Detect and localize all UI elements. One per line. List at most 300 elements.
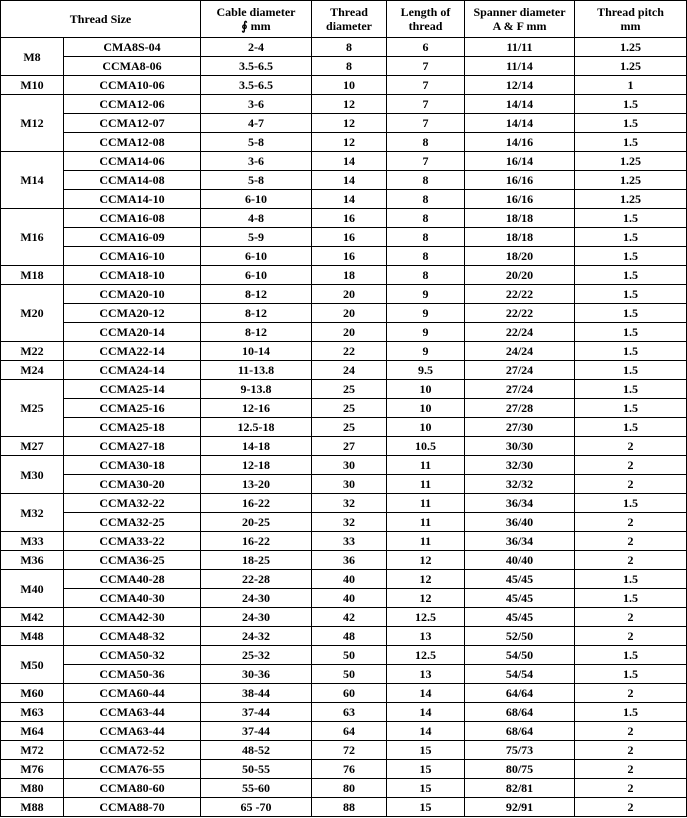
thread-diameter-cell: 25 — [312, 418, 387, 437]
table-row — [1, 760, 687, 779]
thread-pitch-cell: 2 — [575, 798, 687, 817]
thread-length-cell: 12 — [387, 551, 465, 570]
thread-diameter-cell: 8 — [312, 38, 387, 57]
spanner-diameter-cell: 11/14 — [465, 57, 575, 76]
part-number-cell: CCMA30-20 — [64, 475, 201, 494]
table-row — [1, 722, 687, 741]
table-row — [1, 361, 687, 380]
cable-diameter-cell: 12-18 — [201, 456, 312, 475]
spanner-diameter-cell: 40/40 — [465, 551, 575, 570]
thread-diameter-cell: 20 — [312, 323, 387, 342]
cable-diameter-cell: 3-6 — [201, 152, 312, 171]
part-number-cell: CCMA33-22 — [64, 532, 201, 551]
cable-diameter-cell: 13-20 — [201, 475, 312, 494]
part-number-cell: CCMA63-44 — [64, 722, 201, 741]
spanner-diameter-cell: 45/45 — [465, 608, 575, 627]
thread-pitch-cell: 1.5 — [575, 304, 687, 323]
thread-length-cell: 15 — [387, 779, 465, 798]
table-row — [1, 133, 687, 152]
cable-diameter-cell: 20-25 — [201, 513, 312, 532]
part-number-cell: CCMA12-08 — [64, 133, 201, 152]
thread-size-cell: M76 — [1, 760, 64, 779]
header-thread-length: Length of thread — [387, 1, 465, 38]
table-row — [1, 589, 687, 608]
thread-diameter-cell: 30 — [312, 475, 387, 494]
thread-size-cell: M18 — [1, 266, 64, 285]
spanner-diameter-cell: 64/64 — [465, 684, 575, 703]
thread-size-cell: M80 — [1, 779, 64, 798]
thread-size-cell: M88 — [1, 798, 64, 817]
part-number-cell: CCMA18-10 — [64, 266, 201, 285]
spanner-diameter-cell: 22/22 — [465, 304, 575, 323]
thread-diameter-cell: 14 — [312, 152, 387, 171]
thread-pitch-cell: 1 — [575, 76, 687, 95]
part-number-cell: CCMA60-44 — [64, 684, 201, 703]
thread-pitch-cell: 1.5 — [575, 361, 687, 380]
thread-diameter-cell: 14 — [312, 171, 387, 190]
table-row — [1, 228, 687, 247]
thread-length-cell: 13 — [387, 627, 465, 646]
table-row — [1, 570, 687, 589]
thread-diameter-cell: 25 — [312, 399, 387, 418]
table-row — [1, 38, 687, 57]
spanner-diameter-cell: 54/54 — [465, 665, 575, 684]
thread-pitch-cell: 1.5 — [575, 323, 687, 342]
part-number-cell: CCMA12-07 — [64, 114, 201, 133]
thread-size-cell: M14 — [1, 152, 64, 209]
thread-diameter-cell: 36 — [312, 551, 387, 570]
thread-size-cell: M48 — [1, 627, 64, 646]
thread-diameter-cell: 16 — [312, 228, 387, 247]
spanner-diameter-cell: 16/16 — [465, 190, 575, 209]
table-row — [1, 703, 687, 722]
cable-diameter-cell: 65 -70 — [201, 798, 312, 817]
thread-diameter-cell: 25 — [312, 380, 387, 399]
part-number-cell: CCMA14-08 — [64, 171, 201, 190]
thread-size-cell: M27 — [1, 437, 64, 456]
thread-length-cell: 9.5 — [387, 361, 465, 380]
thread-length-cell: 15 — [387, 741, 465, 760]
part-number-cell: CCMA12-06 — [64, 95, 201, 114]
spanner-diameter-cell: 68/64 — [465, 722, 575, 741]
thread-length-cell: 8 — [387, 171, 465, 190]
thread-length-cell: 14 — [387, 722, 465, 741]
thread-pitch-cell: 1.25 — [575, 152, 687, 171]
thread-pitch-cell: 1.5 — [575, 665, 687, 684]
thread-pitch-cell: 1.5 — [575, 399, 687, 418]
cable-diameter-cell: 12.5-18 — [201, 418, 312, 437]
cable-diameter-cell: 3.5-6.5 — [201, 57, 312, 76]
thread-pitch-cell: 2 — [575, 760, 687, 779]
thread-diameter-cell: 40 — [312, 570, 387, 589]
spanner-diameter-cell: 36/34 — [465, 494, 575, 513]
part-number-cell: CCMA63-44 — [64, 703, 201, 722]
table-row — [1, 323, 687, 342]
thread-length-cell: 7 — [387, 76, 465, 95]
thread-diameter-cell: 27 — [312, 437, 387, 456]
thread-pitch-cell: 1.5 — [575, 418, 687, 437]
thread-length-cell: 11 — [387, 532, 465, 551]
thread-length-cell: 8 — [387, 190, 465, 209]
thread-length-cell: 15 — [387, 798, 465, 817]
thread-length-cell: 12.5 — [387, 608, 465, 627]
thread-size-cell: M24 — [1, 361, 64, 380]
thread-diameter-cell: 12 — [312, 114, 387, 133]
part-number-cell: CCMA42-30 — [64, 608, 201, 627]
thread-pitch-cell: 1.25 — [575, 190, 687, 209]
thread-length-cell: 6 — [387, 38, 465, 57]
thread-diameter-cell: 50 — [312, 646, 387, 665]
table-row — [1, 684, 687, 703]
thread-size-cell: M22 — [1, 342, 64, 361]
table-row — [1, 247, 687, 266]
part-number-cell: CCMA20-12 — [64, 304, 201, 323]
thread-length-cell: 13 — [387, 665, 465, 684]
cable-diameter-cell: 22-28 — [201, 570, 312, 589]
thread-diameter-cell: 32 — [312, 513, 387, 532]
header-thread-diameter: Thread diameter — [312, 1, 387, 38]
part-number-cell: CCMA48-32 — [64, 627, 201, 646]
thread-diameter-cell: 42 — [312, 608, 387, 627]
part-number-cell: CCMA16-08 — [64, 209, 201, 228]
thread-diameter-cell: 60 — [312, 684, 387, 703]
table-row — [1, 437, 687, 456]
thread-diameter-cell: 64 — [312, 722, 387, 741]
thread-pitch-cell: 2 — [575, 779, 687, 798]
thread-length-cell: 14 — [387, 703, 465, 722]
table-row — [1, 779, 687, 798]
cable-diameter-cell: 37-44 — [201, 722, 312, 741]
part-number-cell: CCMA32-25 — [64, 513, 201, 532]
thread-length-cell: 12 — [387, 589, 465, 608]
cable-diameter-cell: 2-4 — [201, 38, 312, 57]
thread-length-cell: 9 — [387, 323, 465, 342]
table-row — [1, 304, 687, 323]
thread-pitch-cell: 2 — [575, 437, 687, 456]
thread-pitch-cell: 1.5 — [575, 114, 687, 133]
table-row — [1, 57, 687, 76]
cable-diameter-cell: 4-7 — [201, 114, 312, 133]
cable-diameter-cell: 3.5-6.5 — [201, 76, 312, 95]
thread-pitch-cell: 2 — [575, 475, 687, 494]
thread-size-cell: M42 — [1, 608, 64, 627]
table-row — [1, 190, 687, 209]
thread-length-cell: 11 — [387, 494, 465, 513]
part-number-cell: CCMA27-18 — [64, 437, 201, 456]
thread-pitch-cell: 1.5 — [575, 209, 687, 228]
thread-pitch-cell: 1.5 — [575, 133, 687, 152]
spanner-diameter-cell: 14/14 — [465, 95, 575, 114]
thread-length-cell: 7 — [387, 57, 465, 76]
spanner-diameter-cell: 52/50 — [465, 627, 575, 646]
cable-diameter-cell: 8-12 — [201, 285, 312, 304]
spanner-diameter-cell: 20/20 — [465, 266, 575, 285]
thread-diameter-cell: 80 — [312, 779, 387, 798]
header-cable-diameter: Cable diameter ∮ mm — [201, 1, 312, 38]
thread-diameter-cell: 72 — [312, 741, 387, 760]
thread-length-cell: 9 — [387, 342, 465, 361]
thread-pitch-cell: 2 — [575, 722, 687, 741]
cable-diameter-cell: 4-8 — [201, 209, 312, 228]
thread-size-cell: M12 — [1, 95, 64, 152]
part-number-cell: CCMA25-14 — [64, 380, 201, 399]
spanner-diameter-cell: 32/30 — [465, 456, 575, 475]
spanner-diameter-cell: 30/30 — [465, 437, 575, 456]
table-row — [1, 209, 687, 228]
part-number-cell: CMA8S-04 — [64, 38, 201, 57]
header-spanner-diameter: Spanner diameter A & F mm — [465, 1, 575, 38]
thread-pitch-cell: 1.5 — [575, 646, 687, 665]
spanner-diameter-cell: 75/73 — [465, 741, 575, 760]
table-body — [1, 38, 687, 817]
thread-diameter-cell: 20 — [312, 285, 387, 304]
table-row — [1, 380, 687, 399]
thread-length-cell: 10 — [387, 380, 465, 399]
table-row — [1, 76, 687, 95]
cable-diameter-cell: 5-9 — [201, 228, 312, 247]
table-row — [1, 551, 687, 570]
thread-pitch-cell: 1.5 — [575, 342, 687, 361]
table-row — [1, 114, 687, 133]
spanner-diameter-cell: 27/30 — [465, 418, 575, 437]
thread-length-cell: 12 — [387, 570, 465, 589]
thread-pitch-cell: 1.25 — [575, 57, 687, 76]
thread-size-cell: M36 — [1, 551, 64, 570]
part-number-cell: CCMA50-32 — [64, 646, 201, 665]
thread-length-cell: 11 — [387, 513, 465, 532]
thread-pitch-cell: 2 — [575, 684, 687, 703]
thread-size-cell: M60 — [1, 684, 64, 703]
thread-length-cell: 8 — [387, 247, 465, 266]
spanner-diameter-cell: 18/18 — [465, 228, 575, 247]
thread-diameter-cell: 88 — [312, 798, 387, 817]
thread-pitch-cell: 1.25 — [575, 38, 687, 57]
thread-length-cell: 15 — [387, 760, 465, 779]
table-row — [1, 798, 687, 817]
thread-size-cell: M33 — [1, 532, 64, 551]
thread-pitch-cell: 1.5 — [575, 570, 687, 589]
table-row — [1, 266, 687, 285]
spanner-diameter-cell: 68/64 — [465, 703, 575, 722]
thread-pitch-cell: 1.5 — [575, 380, 687, 399]
spanner-diameter-cell: 45/45 — [465, 570, 575, 589]
part-number-cell: CCMA72-52 — [64, 741, 201, 760]
part-number-cell: CCMA36-25 — [64, 551, 201, 570]
cable-diameter-cell: 30-36 — [201, 665, 312, 684]
cable-diameter-cell: 16-22 — [201, 494, 312, 513]
thread-pitch-cell: 2 — [575, 627, 687, 646]
spanner-diameter-cell: 27/28 — [465, 399, 575, 418]
part-number-cell: CCMA22-14 — [64, 342, 201, 361]
part-number-cell: CCMA32-22 — [64, 494, 201, 513]
thread-pitch-cell: 1.5 — [575, 228, 687, 247]
table-row — [1, 608, 687, 627]
thread-pitch-cell: 2 — [575, 608, 687, 627]
thread-size-cell: M20 — [1, 285, 64, 342]
spanner-diameter-cell: 36/34 — [465, 532, 575, 551]
part-number-cell: CCMA25-18 — [64, 418, 201, 437]
thread-diameter-cell: 63 — [312, 703, 387, 722]
spanner-diameter-cell: 16/14 — [465, 152, 575, 171]
cable-diameter-cell: 12-16 — [201, 399, 312, 418]
thread-length-cell: 7 — [387, 114, 465, 133]
part-number-cell: CCMA80-60 — [64, 779, 201, 798]
part-number-cell: CCMA40-30 — [64, 589, 201, 608]
part-number-cell: CCMA24-14 — [64, 361, 201, 380]
table-row — [1, 285, 687, 304]
thread-size-cell: M25 — [1, 380, 64, 437]
thread-diameter-cell: 76 — [312, 760, 387, 779]
table-row — [1, 456, 687, 475]
cable-diameter-cell: 16-22 — [201, 532, 312, 551]
cable-diameter-cell: 3-6 — [201, 95, 312, 114]
thread-length-cell: 8 — [387, 228, 465, 247]
table-row — [1, 646, 687, 665]
header-row — [1, 1, 687, 38]
spanner-diameter-cell: 18/20 — [465, 247, 575, 266]
thread-diameter-cell: 12 — [312, 95, 387, 114]
cable-diameter-cell: 10-14 — [201, 342, 312, 361]
cable-diameter-cell: 8-12 — [201, 323, 312, 342]
cable-diameter-cell: 9-13.8 — [201, 380, 312, 399]
thread-diameter-cell: 10 — [312, 76, 387, 95]
thread-pitch-cell: 2 — [575, 456, 687, 475]
spanner-diameter-cell: 54/50 — [465, 646, 575, 665]
table-row — [1, 418, 687, 437]
spanner-diameter-cell: 22/22 — [465, 285, 575, 304]
thread-diameter-cell: 32 — [312, 494, 387, 513]
spanner-diameter-cell: 27/24 — [465, 361, 575, 380]
thread-diameter-cell: 40 — [312, 589, 387, 608]
thread-pitch-cell: 2 — [575, 741, 687, 760]
thread-diameter-cell: 16 — [312, 247, 387, 266]
spanner-diameter-cell: 14/14 — [465, 114, 575, 133]
thread-pitch-cell: 1.5 — [575, 95, 687, 114]
thread-pitch-cell: 1.5 — [575, 494, 687, 513]
thread-pitch-cell: 1.5 — [575, 285, 687, 304]
cable-diameter-cell: 25-32 — [201, 646, 312, 665]
thread-pitch-cell: 1.5 — [575, 703, 687, 722]
cable-diameter-cell: 48-52 — [201, 741, 312, 760]
spanner-diameter-cell: 12/14 — [465, 76, 575, 95]
thread-size-cell: M8 — [1, 38, 64, 76]
table-row — [1, 627, 687, 646]
spanner-diameter-cell: 32/32 — [465, 475, 575, 494]
spanner-diameter-cell: 14/16 — [465, 133, 575, 152]
thread-size-cell: M10 — [1, 76, 64, 95]
thread-diameter-cell: 18 — [312, 266, 387, 285]
header-thread-size: Thread Size — [1, 1, 201, 38]
thread-length-cell: 7 — [387, 152, 465, 171]
spanner-diameter-cell: 80/75 — [465, 760, 575, 779]
cable-diameter-cell: 8-12 — [201, 304, 312, 323]
thread-diameter-cell: 22 — [312, 342, 387, 361]
cable-diameter-cell: 6-10 — [201, 247, 312, 266]
part-number-cell: CCMA40-28 — [64, 570, 201, 589]
spanner-diameter-cell: 45/45 — [465, 589, 575, 608]
thread-diameter-cell: 14 — [312, 190, 387, 209]
table-row — [1, 513, 687, 532]
thread-pitch-cell: 1.5 — [575, 247, 687, 266]
thread-size-cell: M72 — [1, 741, 64, 760]
part-number-cell: CCMA14-10 — [64, 190, 201, 209]
header-thread-pitch: Thread pitch mm — [575, 1, 687, 38]
thread-length-cell: 11 — [387, 456, 465, 475]
table-row — [1, 95, 687, 114]
thread-length-cell: 14 — [387, 684, 465, 703]
thread-diameter-cell: 50 — [312, 665, 387, 684]
spanner-diameter-cell: 92/91 — [465, 798, 575, 817]
thread-length-cell: 10.5 — [387, 437, 465, 456]
spanner-diameter-cell: 22/24 — [465, 323, 575, 342]
cable-diameter-cell: 11-13.8 — [201, 361, 312, 380]
thread-diameter-cell: 16 — [312, 209, 387, 228]
table-row — [1, 152, 687, 171]
spanner-diameter-cell: 11/11 — [465, 38, 575, 57]
part-number-cell: CCMA16-09 — [64, 228, 201, 247]
table-row — [1, 475, 687, 494]
thread-size-cell: M63 — [1, 703, 64, 722]
cable-diameter-cell: 5-8 — [201, 133, 312, 152]
cable-diameter-cell: 6-10 — [201, 266, 312, 285]
table-row — [1, 532, 687, 551]
spanner-diameter-cell: 27/24 — [465, 380, 575, 399]
part-number-cell: CCMA25-16 — [64, 399, 201, 418]
cable-diameter-cell: 24-30 — [201, 589, 312, 608]
thread-length-cell: 9 — [387, 304, 465, 323]
thread-size-cell: M32 — [1, 494, 64, 532]
cable-diameter-cell: 37-44 — [201, 703, 312, 722]
table-row — [1, 494, 687, 513]
thread-length-cell: 10 — [387, 399, 465, 418]
thread-diameter-cell: 8 — [312, 57, 387, 76]
cable-diameter-cell: 14-18 — [201, 437, 312, 456]
table-row — [1, 741, 687, 760]
thread-size-cell: M40 — [1, 570, 64, 608]
thread-size-cell: M30 — [1, 456, 64, 494]
thread-size-cell: M64 — [1, 722, 64, 741]
thread-pitch-cell: 2 — [575, 532, 687, 551]
thread-length-cell: 8 — [387, 266, 465, 285]
part-number-cell: CCMA20-10 — [64, 285, 201, 304]
cable-diameter-cell: 24-32 — [201, 627, 312, 646]
thread-diameter-cell: 20 — [312, 304, 387, 323]
thread-pitch-cell: 2 — [575, 513, 687, 532]
part-number-cell: CCMA10-06 — [64, 76, 201, 95]
thread-pitch-cell: 1.5 — [575, 589, 687, 608]
table-row — [1, 342, 687, 361]
spanner-diameter-cell: 18/18 — [465, 209, 575, 228]
thread-pitch-cell: 1.25 — [575, 171, 687, 190]
thread-length-cell: 10 — [387, 418, 465, 437]
part-number-cell: CCMA76-55 — [64, 760, 201, 779]
part-number-cell: CCMA16-10 — [64, 247, 201, 266]
part-number-cell: CCMA8-06 — [64, 57, 201, 76]
thread-size-cell: M50 — [1, 646, 64, 684]
table-row — [1, 171, 687, 190]
spanner-diameter-cell: 24/24 — [465, 342, 575, 361]
thread-length-cell: 9 — [387, 285, 465, 304]
thread-length-cell: 7 — [387, 95, 465, 114]
thread-diameter-cell: 12 — [312, 133, 387, 152]
thread-diameter-cell: 24 — [312, 361, 387, 380]
spanner-diameter-cell: 16/16 — [465, 171, 575, 190]
thread-length-cell: 8 — [387, 209, 465, 228]
part-number-cell: CCMA30-18 — [64, 456, 201, 475]
spanner-diameter-cell: 36/40 — [465, 513, 575, 532]
thread-length-cell: 11 — [387, 475, 465, 494]
part-number-cell: CCMA20-14 — [64, 323, 201, 342]
